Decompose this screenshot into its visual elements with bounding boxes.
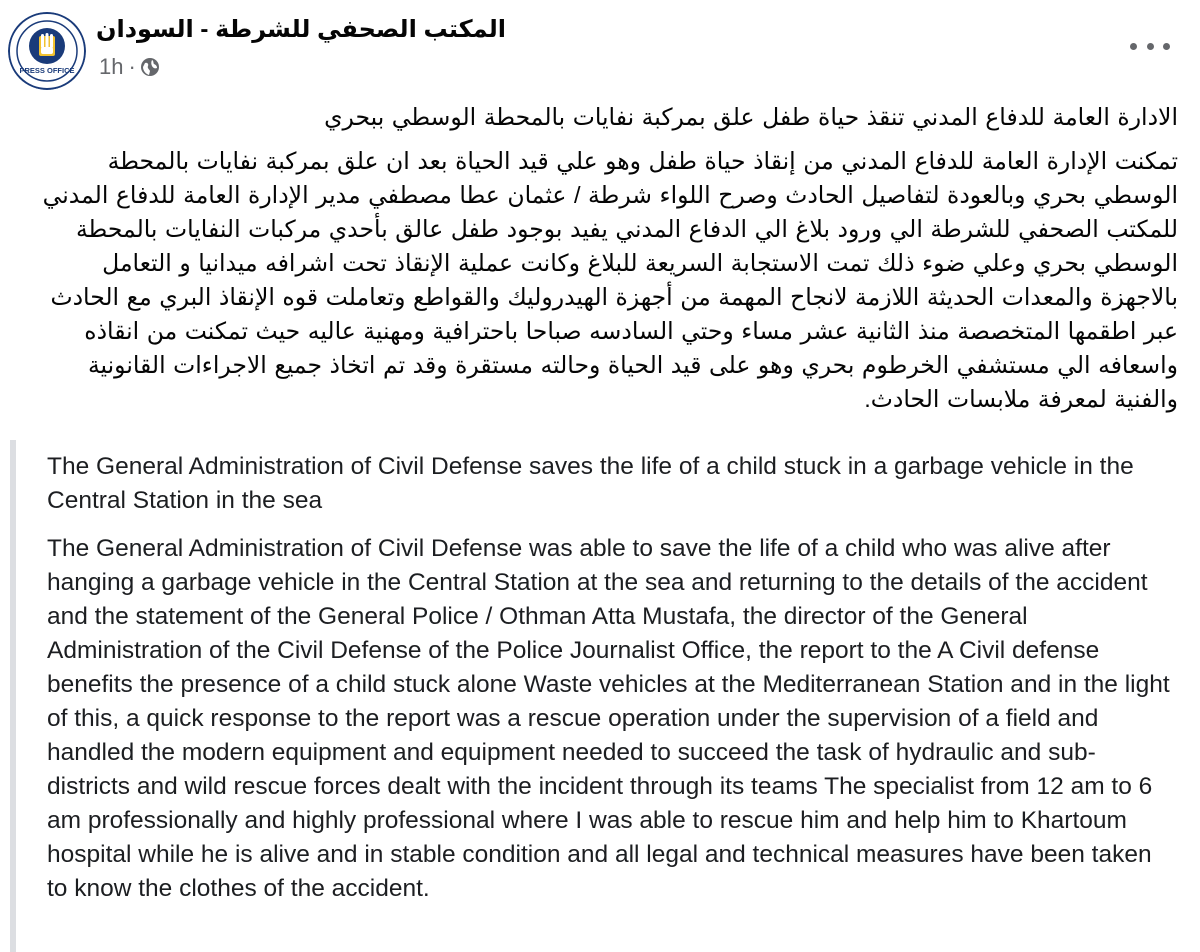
translated-body: The General Administration of Civil Defense was able to save the life of a child who was alive after hanging a garbage vehicle in the Central Station at the sea and returning to the details of the accident and the statement of the General Police / Othman Atta Mustafa, the director of the General Administration of the Civil Defense of the Police Journalist Office, the report to the A Civil defense benefits the presence of a child stuck alone Waste vehicles at the Mediterranean Station and in the light of this, a quick response to the report was a rescue operation under the supervision of a field and handled the modern equipment and equipment needed to succeed the task of hydraulic and sub-districts and wild rescue forces dealt with the incident through its teams The specialist from 12 am to 6 am professionally and highly professional where I was able to rescue him and help him to Khartoum hospital while he is alive and in stable condition and all legal and technical measures have been taken to know the clothes of the accident. bbox=[47, 535, 1170, 902]
arabic-post-title: الادارة العامة للدفاع المدني تنقذ حياة طفل علق بمركبة نفايات بالمحطة الوسطي ببحري bbox=[324, 104, 1178, 130]
meta-separator: · bbox=[128, 54, 136, 79]
arabic-post-body: تمكنت الإدارة العامة للدفاع المدني من إنقاذ حياة طفل وهو علي قيد الحياة بعد ان علق بمركبة نفايات بالمحطة الوسطي بحري وبالعودة لتفاصيل الحادث وصرح اللواء شرطة / عثمان عطا مصطفي مدير الإدارة العامة للدفاع المدني للمكتب الصحفي للشرطة الي ورود بلاغ الي الدفاع المدني يفيد بوجود طفل عالق بأحدي مركبات النفايات بالمحطة الوسطي بحري وعلي ضوء ذلك تمت الاستجابة السريعة للبلاغ وكانت عملية الإنقاذ تحت اشرافه ميدانيا و التعامل بالاجهزة والمعدات الحديثة اللازمة لانجاح المهمة من أجهزة الهيدروليك والقواطع وتعاملت قوه الإنقاذ البري مع الحادث عبر اطقمها المتخصصة منذ الثانية عشر مساء وحتي السادسه صباحا باحترافية ومهنية عاليه حيث تمكنت من انقاذه واسعافه الي مستشفي الخرطوم بحري وهو على قيد الحياة وحالته مستقرة وقد تم اتخاذ جميع الاجراءات القانونية والفنية لمعرفة ملابسات الحادث. bbox=[42, 148, 1178, 412]
post-header bbox=[0, 0, 1200, 90]
avatar-label: PRESS OFFICE bbox=[19, 66, 75, 75]
more-dot bbox=[1130, 43, 1137, 50]
globe-icon[interactable] bbox=[140, 57, 160, 77]
more-dot bbox=[1163, 43, 1170, 50]
post-meta bbox=[99, 54, 160, 80]
more-options-icon[interactable] bbox=[1130, 34, 1170, 58]
more-dot bbox=[1147, 43, 1154, 50]
translated-title: The General Administration of Civil Defense saves the life of a child stuck in a garbage vehicle in the Central Station in the sea bbox=[47, 453, 1134, 514]
translation-block bbox=[10, 440, 1186, 952]
post-timestamp[interactable]: 1h bbox=[99, 54, 124, 79]
police-press-office-logo bbox=[8, 12, 86, 90]
page-avatar[interactable] bbox=[8, 12, 86, 90]
page-name-link[interactable]: المكتب الصحفي للشرطة - السودان bbox=[96, 16, 506, 43]
